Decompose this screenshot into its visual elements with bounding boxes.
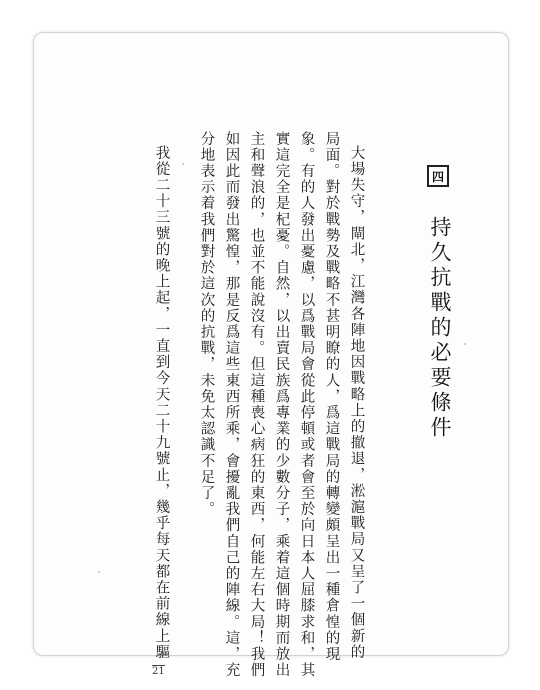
text-column-5: 主和聲浪的，也並不能說沒有。但這種喪心病狂的東西，何能左右大局！我們 (248, 131, 265, 679)
paper-speck (464, 343, 466, 345)
text-column-8: 我從二十三號的晚上起，一直到今天二十九號止，幾乎每天都在前線上驅 (153, 145, 170, 661)
text-column-7: 分地表示着我們對於這次的抗戰，未免太認識不足了。 (198, 131, 215, 518)
paper-speck (182, 163, 184, 165)
chapter-title: 持久抗戰的必要條件 (428, 216, 452, 441)
text-column-2: 局面。對於戰勢及戰略不甚明瞭的人，爲這戰局的轉變頗呈出一種倉惶的現 (323, 131, 340, 663)
text-column-4: 實這完全是杞憂。自然，以出賣民族爲專業的少數分子，乘着這個時期而放出 (273, 131, 290, 679)
chapter-number: 四 (427, 165, 449, 187)
text-column-1: 大場失守，閘北，江灣各陣地因戰略上的撤退，淞滬戰局又呈了一個新的 (348, 145, 365, 661)
text-column-3: 象。有的人發出憂慮，以爲戰局會從此停頓或者會至於向日本人屈膝求和，其 (298, 131, 315, 679)
text-column-6: 如因此而發出驚惶，那是反爲這些東西所乘，會擾亂我們自己的陣線。這，充 (223, 131, 240, 679)
book-page (33, 32, 509, 679)
paper-speck (98, 571, 100, 573)
page-number: 21 (152, 666, 165, 677)
